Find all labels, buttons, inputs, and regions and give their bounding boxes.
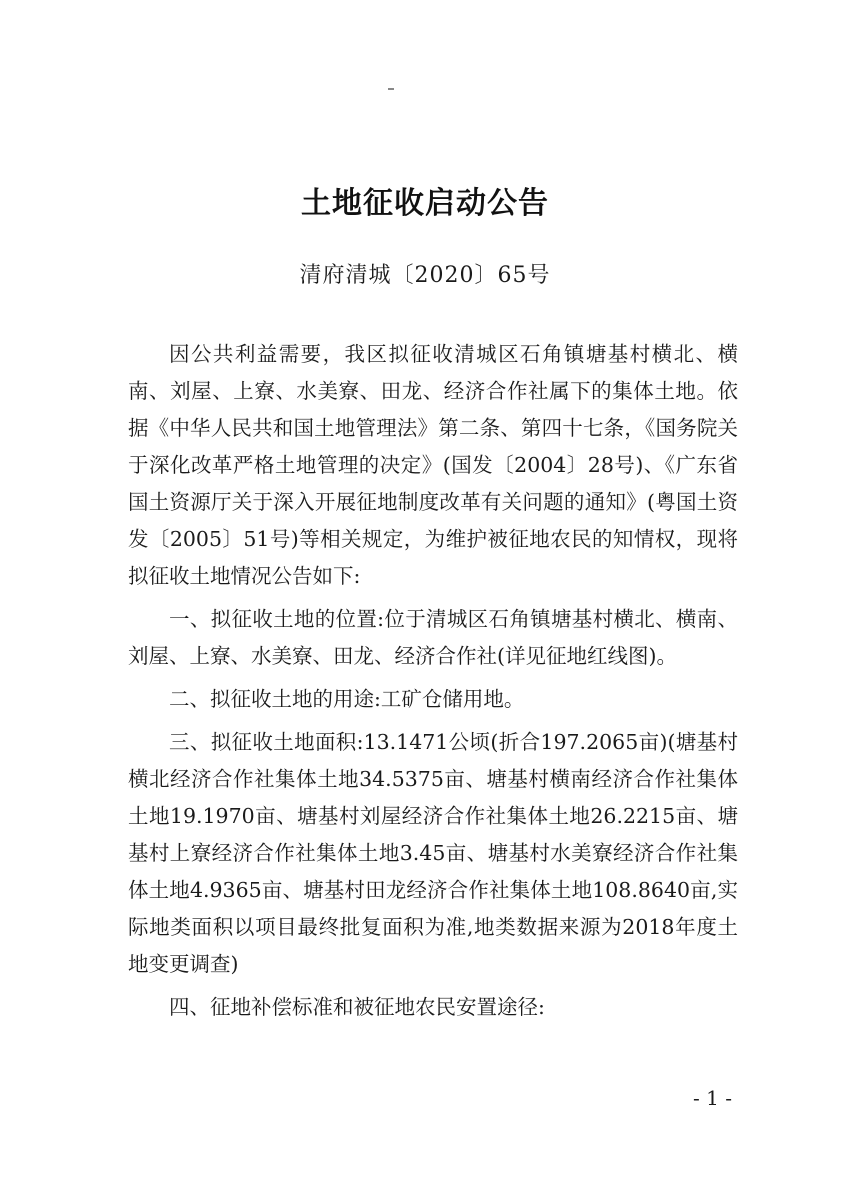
- paragraph-area: 三、拟征收土地面积:13.1471公顷(折合197.2065亩)(塘基村横北经济合作社集体土地34.5375亩、塘基村横南经济合作社集体土地19.1970亩、塘基村刘屋经济合作社集体土地26.2215亩、塘基村上寮经济合作社集体土地3.45亩、塘基村水美寮经济合作社集体土地4.9365亩、塘基村田龙经济合作社集体土地108.8640亩,实际地类面积以项目最终批复面积为准,地类数据来源为2018年度土地变更调查): [128, 730, 738, 976]
- page-number: - 1 -: [693, 1086, 732, 1110]
- paragraph-intro: 因公共利益需要，我区拟征收清城区石角镇塘基村横北、横南、刘屋、上寮、水美寮、田龙、经济合作社属下的集体土地。依据《中华人民共和国土地管理法》第二条、第四十七条，《国务院关于深化改革严格土地管理的决定》(国发〔2004〕28号)、《广东省国土资源厅关于深入开展征地制度改革有关问题的通知》(粤国土资发〔2005〕51号)等相关规定，为维护被征地农民的知情权，现将拟征收土地情况公告如下:: [128, 342, 738, 588]
- document-number: 清府清城〔2020〕65号: [299, 263, 551, 288]
- document-body: [128, 336, 738, 1032]
- scan-speck: [388, 88, 394, 90]
- paragraph-usage: 二、拟征收土地的用途:工矿仓储用地。: [169, 687, 525, 711]
- paragraph-compensation: 四、征地补偿标准和被征地农民安置途径:: [169, 995, 545, 1019]
- paragraph-location: 一、拟征收土地的位置:位于清城区石角镇塘基村横北、横南、刘屋、上寮、水美寮、田龙、经济合作社(详见征地红线图)。: [128, 607, 738, 668]
- document-title: 土地征收启动公告: [301, 186, 549, 221]
